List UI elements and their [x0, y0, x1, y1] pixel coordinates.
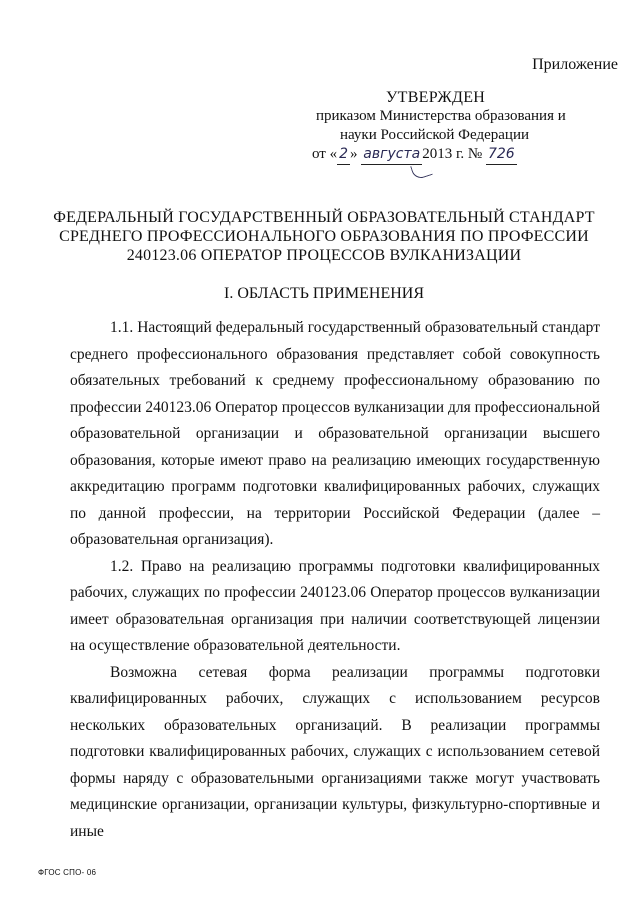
date-day: 2	[337, 145, 350, 165]
section-heading: I. ОБЛАСТЬ ПРИМЕНЕНИЯ	[223, 285, 425, 302]
paragraph-1-2: 1.2. Право на реализацию программы подготовки квалифицированных рабочих, служащих по профессии 240123.06 Оператор процессов вулканизации имеет образовательная организация при наличии соответствующей лицензии на осуществление образовательной деятельности.	[70, 557, 600, 654]
approval-date-line	[300, 145, 600, 165]
date-prefix: от «	[312, 146, 338, 162]
title-line-3: 240123.06 ОПЕРАТОР ПРОЦЕССОВ ВУЛКАНИЗАЦИИ	[126, 247, 522, 264]
order-number: 726	[486, 145, 517, 165]
approval-block	[300, 88, 600, 165]
approval-heading: УТВЕРЖДЕН	[386, 89, 486, 106]
appendix-label: Приложение	[532, 56, 618, 73]
date-year: 2013 г. №	[422, 146, 483, 162]
date-month: августа	[361, 145, 422, 165]
document-body	[70, 315, 600, 845]
title-line-2: СРЕДНЕГО ПРОФЕССИОНАЛЬНОГО ОБРАЗОВАНИЯ ПО ПРОФЕССИИ	[59, 228, 589, 245]
date-mid: »	[350, 146, 358, 162]
approval-line-2: науки Российской Федерации	[340, 127, 530, 143]
document-title	[40, 208, 608, 265]
paragraph-network-form: Возможна сетевая форма реализации программы подготовки квалифицированных рабочих, служащих с использованием ресурсов нескольких образовательных организаций. В реализации программы подготовки квалифицированных рабочих, служащих с использованием сетевой формы наряду с образовательными организациями также могут участвовать медицинские организации, организации культуры, физкультурно-спортивные и иные	[70, 663, 600, 840]
paragraph-1-1: 1.1. Настоящий федеральный государственный образовательный стандарт среднего профессионального образования представляет собой совокупность обязательных требований к среднему профессиональному образованию по профессии 240123.06 Оператор процессов вулканизации для профессиональной образовательной организации и образовательной организации высшего образования, которые имеют право на реализацию имеющих государственную аккредитацию программ подготовки квалифицированных рабочих, служащих по данной профессии, на территории Российской Федерации (далее – образовательная организация).	[70, 319, 600, 548]
footer-code: ФГОС СПО- 06	[38, 868, 97, 877]
title-line-1: ФЕДЕРАЛЬНЫЙ ГОСУДАРСТВЕННЫЙ ОБРАЗОВАТЕЛЬНЫЙ СТАНДАРТ	[53, 209, 595, 226]
approval-line-1: приказом Министерства образования и	[316, 108, 566, 124]
